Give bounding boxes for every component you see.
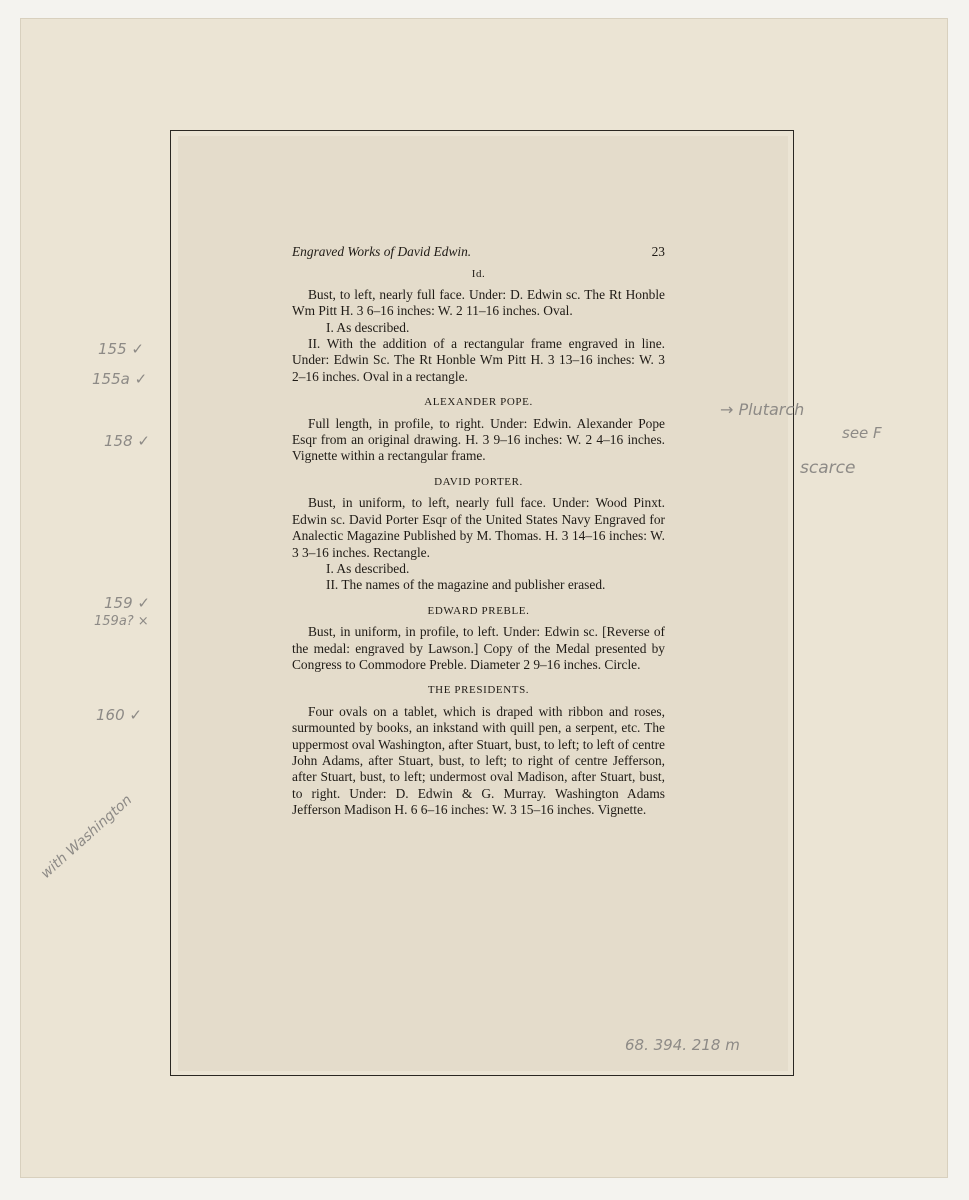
page-text [292,244,665,819]
entry-porter-state-2: II. The names of the magazine and publisher erased. [326,577,606,593]
note-with-washington: with Washington [38,792,136,882]
note-155a: 155a ✓ [92,370,148,388]
entry-pope-title: ALEXANDER POPE. [424,396,533,409]
entry-porter-title: DAVID PORTER. [434,475,523,488]
entry-pitt-state-1: I. As described. [326,319,410,335]
entry-pitt-description: Bust, to left, nearly full face. Under: D. Edwin sc. The Rt Honble Wm Pitt H. 3 6–16 inches: W. 2 11–16 inches. Oval. [292,286,665,319]
page-number: 23 [651,244,665,259]
accession-number: 68. 394. 218 m [625,1036,740,1054]
note-scarce: scarce [800,458,856,478]
entry-pope-description: Full length, in profile, to right. Under: Edwin. Alexander Pope Esqr from an original drawing. H. 3 9–16 inches: W. 2 4–16 inches. Vignette within a rectangular frame. [292,415,665,464]
note-158: 158 ✓ [104,432,150,450]
printed-page [178,136,788,1071]
note-160: 160 ✓ [96,706,142,724]
entry-pitt-state-2: II. With the addition of a rectangular frame engraved in line. Under: Edwin Sc. The Rt Honble Wm Pitt H. 3 13–16 inches: W. 3 2–16 inches. Oval in a rectangle. [292,336,665,384]
entry-porter-description: Bust, in uniform, to left, nearly full face. Under: Wood Pinxt. Edwin sc. David Porter Esqr of the United States Navy Engraved for Analectic Magazine Published by M. Thomas. H. 3 14–16 inches: W. 3 3–16 inches. Rectangle. [292,495,665,560]
running-header [292,244,665,260]
entry-porter-state-1: I. As described. [326,560,410,576]
note-155: 155 ✓ [98,340,144,358]
note-159: 159 ✓ [104,594,150,612]
running-title: Engraved Works of David Edwin. [292,244,472,259]
entry-preble-title: EDWARD PREBLE. [427,604,530,617]
note-159a: 159a? × [94,614,149,629]
entry-presidents-title: THE PRESIDENTS. [427,684,530,697]
entry-presidents-description: Four ovals on a tablet, which is draped with ribbon and roses, surmounted by books, an inkstand with quill pen, a serpent, etc. The uppermost oval Washington, after Stuart, bust, to left; to left of centre John Adams, after Stuart, bust, to left; to right of centre Jefferson, after Stuart, bust, to left; undermost oval Madison, after Stuart, bust, to right. Under: D. Edwin & G. Murray. Washington Adams Jefferson Madison H. 6 6–16 inches: W. 3 15–16 inches. Vignette. [292,703,665,818]
note-plutarch: → Plutarch [720,400,805,419]
id-label: Id. [471,268,486,281]
note-see-f: see F [842,424,882,442]
entry-preble-description: Bust, in uniform, in profile, to left. Under: Edwin sc. [Reverse of the medal: engraved by Lawson.] Copy of the Medal presented by Congress to Commodore Preble. Diameter 2 9–16 inches. Circle. [292,624,665,672]
